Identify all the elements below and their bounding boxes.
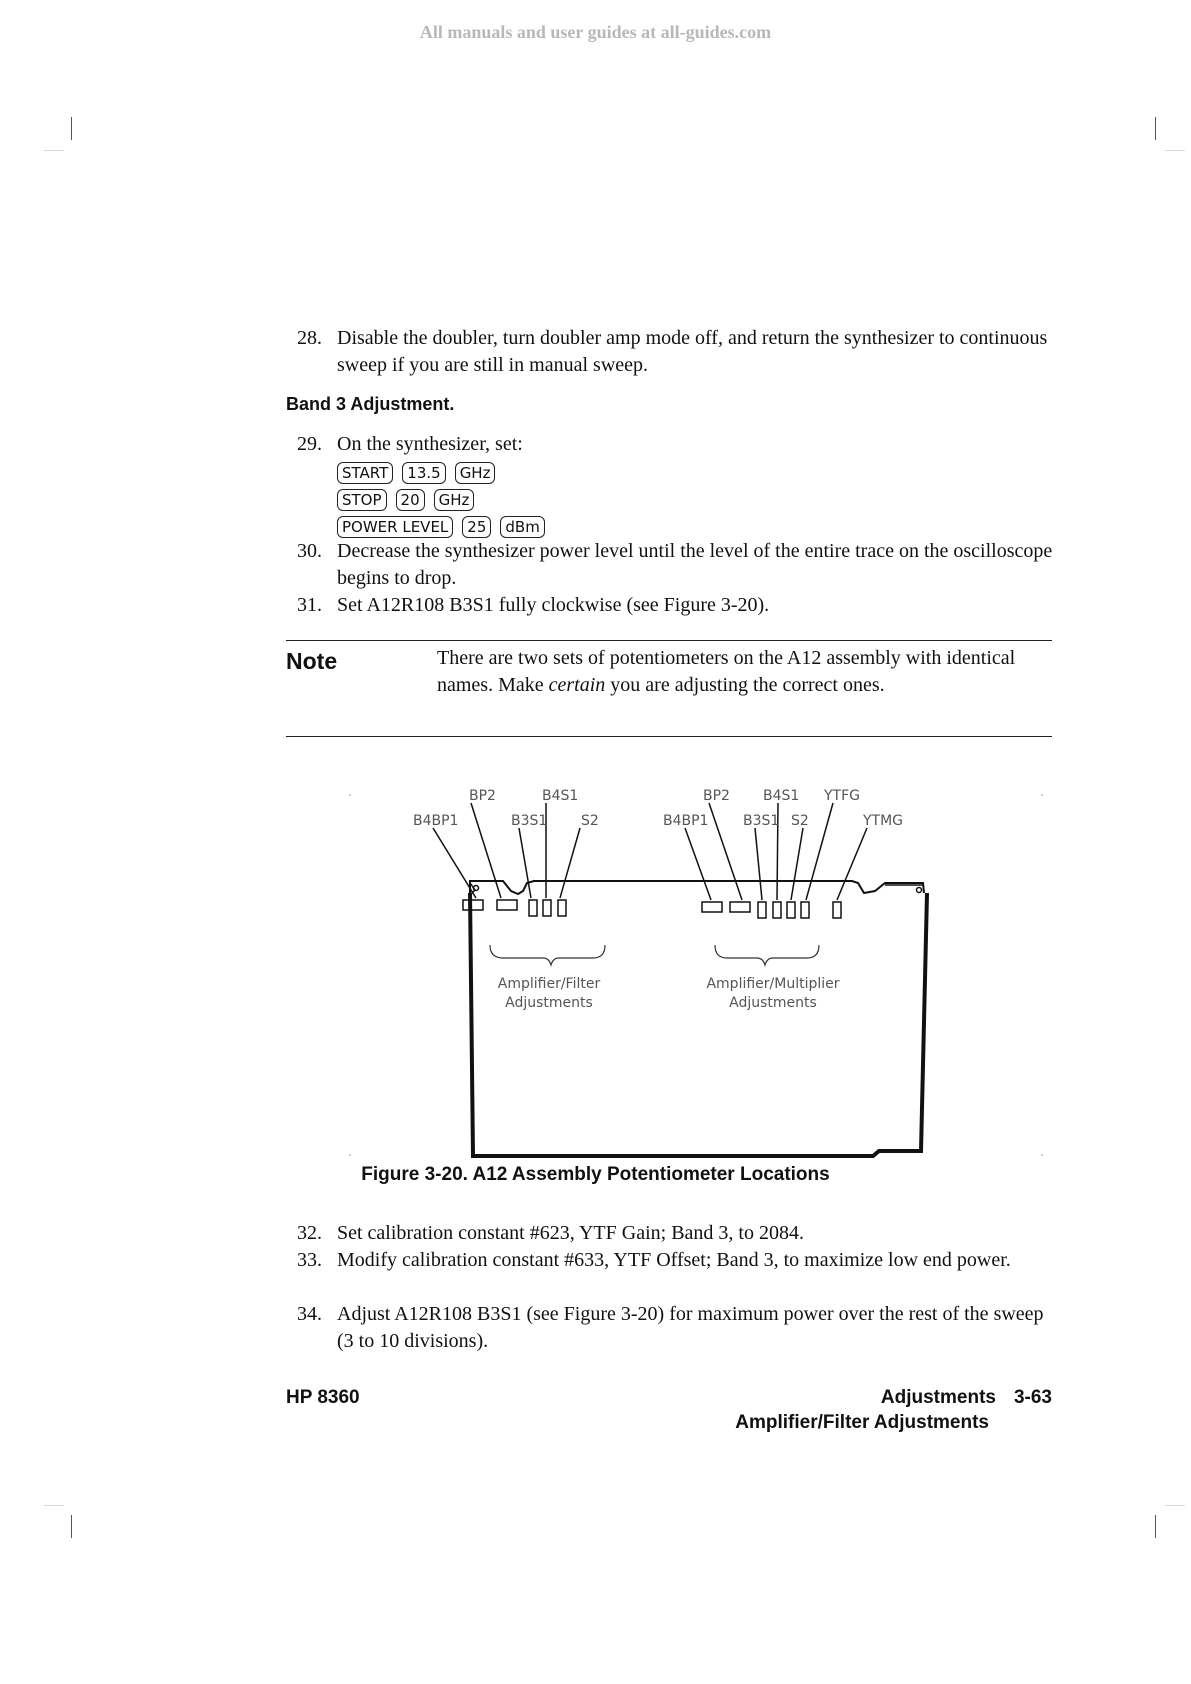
step-number: 32. xyxy=(297,1222,322,1244)
note-label: Note xyxy=(286,648,338,674)
bp2-pot xyxy=(497,900,517,910)
right-label-b3s1: B3S1 xyxy=(743,813,780,829)
step-number: 30. xyxy=(297,540,322,562)
right-group-label-2: Adjustments xyxy=(729,995,817,1011)
step-text: Set calibration constant #623, YTF Gain; Band 3, to 2084. xyxy=(337,1222,804,1244)
left-label-b4s1: B4S1 xyxy=(542,788,579,804)
step-text: Modify calibration constant #633, YTF Offset; Band 3, to maximize low end power. xyxy=(337,1249,1011,1271)
step-33 xyxy=(297,1247,1057,1274)
crop-mark-bottom-right xyxy=(1155,1515,1156,1538)
right-potentiometers xyxy=(702,902,841,918)
power-level-key: POWER LEVEL xyxy=(337,516,453,538)
left-group-brace xyxy=(490,945,605,965)
step-34 xyxy=(297,1301,1057,1355)
left-group-label-1: Amplifier/Filter xyxy=(497,976,601,992)
stop-key: STOP xyxy=(337,489,387,511)
crop-mark-top-left xyxy=(71,117,72,140)
left-label-bp2: BP2 xyxy=(469,788,496,804)
key-row-start xyxy=(337,462,504,484)
right-group-label-1: Amplifier/Multiplier xyxy=(706,976,840,992)
step-32 xyxy=(297,1220,1057,1247)
figure-caption: Figure 3-20. A12 Assembly Potentiometer Locations xyxy=(361,1164,830,1185)
b4bp1-pot xyxy=(702,902,722,912)
section-heading: Band 3 Adjustment. xyxy=(286,394,455,414)
right-label-s2: S2 xyxy=(791,813,809,829)
right-label-bp2: BP2 xyxy=(703,788,730,804)
ghz-key: GHz xyxy=(434,489,475,511)
ytmg-pot xyxy=(833,902,841,918)
left-label-s2: S2 xyxy=(581,813,599,829)
left-label-b4bp1: B4BP1 xyxy=(413,813,459,829)
b4s1-pot xyxy=(543,900,551,916)
step-28 xyxy=(297,325,1057,379)
start-key: START xyxy=(337,462,393,484)
left-label-b3s1: B3S1 xyxy=(511,813,548,829)
ghz-key: GHz xyxy=(455,462,496,484)
note-bottom-rule xyxy=(286,736,1052,737)
step-29 xyxy=(297,431,1057,458)
step-text: Set A12R108 B3S1 fully clockwise (see Figure 3-20). xyxy=(337,594,770,616)
crop-mark-top-right xyxy=(1155,117,1156,140)
bp2-pot xyxy=(730,902,750,912)
a12-assembly-diagram xyxy=(345,783,1045,1163)
s2-pot xyxy=(558,900,566,916)
note-text xyxy=(437,645,1052,699)
footer-section: Amplifier/Filter Adjustments xyxy=(735,1412,989,1433)
board-outline xyxy=(470,881,927,1156)
corner-dot xyxy=(1041,1154,1043,1156)
footer-page-number: 3-63 xyxy=(1013,1387,1052,1408)
corner-dot xyxy=(349,1154,351,1156)
footer-chapter-page xyxy=(863,1387,1052,1409)
watermark: All manuals and user guides at all-guides.com xyxy=(419,22,772,42)
corner-dot xyxy=(349,794,351,796)
left-potentiometers xyxy=(463,900,566,916)
left-group-label-2: Adjustments xyxy=(505,995,593,1011)
note-text-part: you are adjusting the correct ones. xyxy=(605,674,885,696)
step-number: 33. xyxy=(297,1249,322,1271)
step-text: Decrease the synthesizer power level until the level of the entire trace on the oscilloscope begins to drop. xyxy=(337,540,1053,589)
right-group-brace xyxy=(715,945,819,965)
step-30 xyxy=(297,538,1057,592)
right-label-ytfg: YTFG xyxy=(824,788,861,804)
s2-pot xyxy=(787,902,795,918)
b3s1-pot xyxy=(529,900,537,916)
step-31 xyxy=(297,592,1057,619)
crop-mark-bottom-right-h xyxy=(1165,1505,1185,1506)
step-number: 31. xyxy=(297,594,322,616)
note-text-part: There are two sets of potentiometers on the A12 assembly with identical names. Make xyxy=(437,647,1016,696)
value-key: 25 xyxy=(462,516,491,538)
footer-model: HP 8360 xyxy=(286,1387,360,1408)
b3s1-pot xyxy=(758,902,766,918)
crop-mark-bottom-left-h xyxy=(44,1505,64,1506)
step-number: 28. xyxy=(297,327,322,349)
dbm-key: dBm xyxy=(500,516,544,538)
crop-mark-top-right-h xyxy=(1165,150,1185,151)
value-key: 13.5 xyxy=(402,462,445,484)
key-row-power xyxy=(337,516,554,538)
step-text: Adjust A12R108 B3S1 (see Figure 3-20) for maximum power over the rest of the sweep (3 to 10 divisions). xyxy=(337,1303,1044,1352)
step-text: Disable the doubler, turn doubler amp mode off, and return the synthesizer to continuous sweep if you are still in manual sweep. xyxy=(337,327,1048,376)
right-label-ytmg: YTMG xyxy=(863,813,904,829)
b4s1-pot xyxy=(773,902,781,918)
value-key: 20 xyxy=(396,489,425,511)
right-label-b4bp1: B4BP1 xyxy=(663,813,709,829)
step-number: 29. xyxy=(297,433,322,455)
b4bp1-pot xyxy=(463,900,483,910)
right-label-b4s1: B4S1 xyxy=(763,788,800,804)
note-emphasis: certain xyxy=(548,674,606,696)
step-number: 34. xyxy=(297,1303,322,1325)
note-top-rule xyxy=(286,640,1052,641)
ytfg-pot xyxy=(801,902,809,918)
key-row-stop xyxy=(337,489,483,511)
crop-mark-top-left-h xyxy=(44,150,64,151)
step-text: On the synthesizer, set: xyxy=(337,433,523,455)
footer-chapter: Adjustments xyxy=(880,1387,996,1408)
corner-dot xyxy=(1041,794,1043,796)
crop-mark-bottom-left xyxy=(71,1515,72,1538)
